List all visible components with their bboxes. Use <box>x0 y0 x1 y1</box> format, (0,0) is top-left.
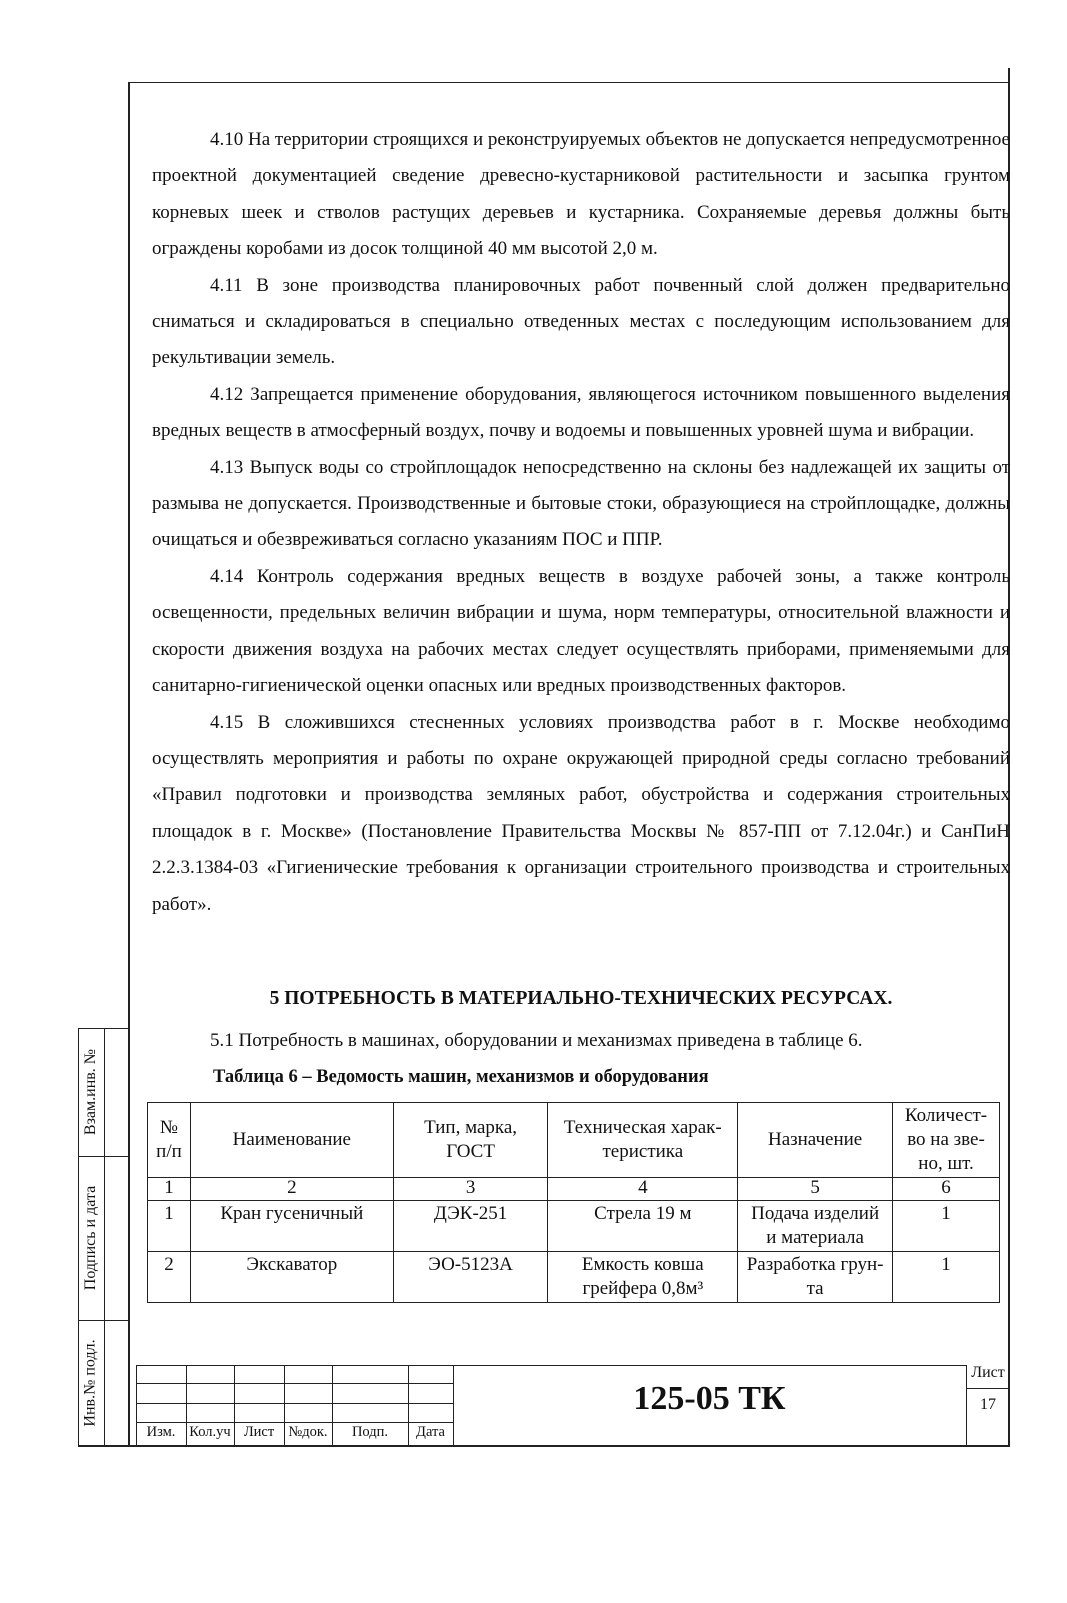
stamp-label-podp: Подп. <box>351 1424 389 1440</box>
stamp-label-list: Лист <box>243 1424 275 1440</box>
table-row <box>148 1252 1000 1303</box>
column-number: 3 <box>393 1178 548 1201</box>
column-number-row <box>148 1178 1000 1201</box>
paragraph-4-15: 4.15 В сложившихся стесненных условиях производства работ в г. Москве необходимо осуществлять мероприятия и работы по охране окружающей природной среды согласно требований «Правил подготовки и производства земляных работ, обустройства и содержания строительных площадок в г. Москве» (Постановление Правительства Москвы № 857-ПП от 7.12.04г.) и СанПиН 2.2.3.1384-03 «Гигиенические требования к организации строительного производства и строительных работ». <box>152 711 1010 915</box>
frame-bottom-border <box>78 1445 1010 1447</box>
column-number: 5 <box>738 1178 893 1201</box>
stamp-row-line <box>136 1383 453 1384</box>
column-number: 1 <box>148 1178 191 1201</box>
stamp-label-ndok: №док. <box>288 1424 328 1440</box>
resources-table <box>147 1102 1000 1303</box>
body-text <box>152 122 1010 923</box>
stamp-label-kol-uch: Кол.уч <box>189 1424 231 1440</box>
cell-spec: Стрела 19 м <box>548 1201 738 1252</box>
cell-purpose: Подача изделий и материала <box>738 1201 893 1252</box>
header-type: Тип, марка, ГОСТ <box>393 1103 548 1178</box>
stamp-label-data: Дата <box>416 1424 445 1440</box>
header-name: Наименование <box>190 1103 393 1178</box>
table-row <box>148 1201 1000 1252</box>
side-label-vzam: Взам.инв. № <box>82 1048 100 1136</box>
header-spec: Техническая харак- теристика <box>548 1103 738 1178</box>
cell-type: ДЭК-251 <box>393 1201 548 1252</box>
stamp-row-line <box>136 1422 453 1423</box>
side-strip-middle-line <box>104 1028 105 1446</box>
cell-name: Экскаватор <box>190 1252 393 1303</box>
column-number: 4 <box>548 1178 738 1201</box>
sheet-label: Лист <box>971 1364 1005 1381</box>
side-label-inv: Инв.№ подл. <box>82 1339 100 1427</box>
stamp-sheet-line <box>966 1388 1010 1389</box>
column-number: 2 <box>190 1178 393 1201</box>
paragraph-4-11: 4.11 В зоне производства планировочных работ почвенный слой должен предварительно сниматься и складироваться в специально отведенных местах с последующим использованием для рекультивации земель. <box>152 274 1010 369</box>
paragraph-4-12: 4.12 Запрещается применение оборудования, являющегося источником повышенного выделения вредных веществ в атмосферный воздух, почву и водоемы и повышенных уровней шума и вибрации. <box>152 383 1010 442</box>
table-title: Таблица 6 – Ведомость машин, механизмов и оборудования <box>213 1067 709 1087</box>
cell-purpose: Разработка грун- та <box>738 1252 893 1303</box>
cell-qty: 1 <box>893 1252 1000 1303</box>
cell-num: 2 <box>148 1252 191 1303</box>
frame-top-border <box>128 82 1008 83</box>
section-heading: 5 ПОТРЕБНОСТЬ В МАТЕРИАЛЬНО-ТЕХНИЧЕСКИХ РЕСУРСАХ. <box>269 988 893 1009</box>
stamp-label-izm: Изм. <box>146 1424 176 1440</box>
cell-type: ЭО-5123А <box>393 1252 548 1303</box>
paragraph-4-10: 4.10 На территории строящихся и реконструируемых объектов не допускается непредусмотренное проектной документацией сведение древесно-кустарниковой растительности и засыпка грунтом корневых шеек и стволов растущих деревьев и кустарника. Сохраняемые деревья должны быть ограждены коробами из досок толщиной 40 мм высотой 2,0 м. <box>152 129 1010 260</box>
header-num: № п/п <box>148 1103 191 1178</box>
cell-name: Кран гусеничный <box>190 1201 393 1252</box>
paragraph-4-13: 4.13 Выпуск воды со стройплощадок непосредственно на склоны без надлежащей их защиты от размыва не допускается. Производственные и бытовые стоки, образующиеся на стройплощадке, должны очищаться и обезвреживаться согласно указаниям ПОС и ППР. <box>152 456 1010 551</box>
paragraph-4-14: 4.14 Контроль содержания вредных веществ в воздухе рабочей зоны, а также контроль освещенности, предельных величин вибрации и шума, норм температуры, относительной влажности и скорости движения воздуха на рабочих местах следует осуществлять приборами, применяемыми для санитарно-гигиенической оценки опасных или вредных производственных факторов. <box>152 565 1010 697</box>
section-note: 5.1 Потребность в машинах, оборудовании и механизмах приведена в таблице 6. <box>210 1030 863 1051</box>
cell-spec: Емкость ковша грейфера 0,8м³ <box>548 1252 738 1303</box>
header-qty: Количест- во на зве- но, шт. <box>893 1103 1000 1178</box>
sheet-number: 17 <box>980 1396 996 1413</box>
cell-num: 1 <box>148 1201 191 1252</box>
stamp-row-line <box>136 1403 453 1404</box>
header-purpose: Назначение <box>738 1103 893 1178</box>
side-label-podpis: Подпись и дата <box>82 1185 99 1291</box>
cell-qty: 1 <box>893 1201 1000 1252</box>
table-header-row <box>148 1103 1000 1178</box>
column-number: 6 <box>893 1178 1000 1201</box>
document-code: 125-05 ТК <box>633 1380 786 1417</box>
